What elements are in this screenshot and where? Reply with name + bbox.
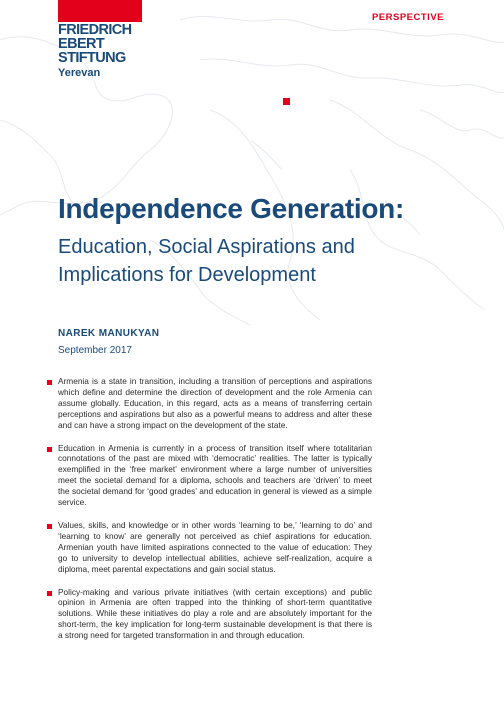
fes-logo [58, 0, 142, 79]
author-name: NAREK MANUKYAN [58, 328, 160, 339]
bullet-square-icon [47, 380, 52, 385]
document-type-badge: PERSPECTIVE [371, 12, 444, 23]
logo-city: Yerevan [58, 67, 101, 79]
summary-point-text: Policy-making and various private initiatives (with certain exceptions) and public opinion in Armenia are often trapped into the thinking of short-term quantitative solutions. While these initiatives do play a role and are absolutely important for the short-term, the key implication for long-term sustainable development is that there is a strong need for targeted transformation in and through education. [58, 586, 372, 641]
logo-wordmark [58, 23, 142, 65]
summary-point [42, 376, 372, 431]
summary-points-list [42, 376, 372, 653]
bullet-square-icon [47, 447, 52, 452]
summary-point-text: Values, skills, and knowledge or in other words ‘learning to be,’ ‘learning to do’ and ‘learning to know’ are generally not perceived as chief aspirations for education. Armenian youth have limited aspirations connected to the value of education: They go to university to develop intellectual abilities, achieve self-realization, acquire a diploma, meet parental expectations and gain social status. [58, 519, 372, 574]
red-square-marker [283, 98, 290, 105]
summary-point-text: Armenia is a state in transition, including a transition of perceptions and aspirations which define and determine the direction of development and the role Armenia can assume globally. Education, in this regard, acts as a means of transferring certain perceptions and aspirations but also as a powerful means to address and alter these and can have a strong impact on the development of the state. [58, 376, 372, 430]
bullet-square-icon [47, 524, 52, 529]
summary-point [42, 520, 372, 575]
logo-line-2: EBERT [58, 36, 105, 52]
bullet-square-icon [47, 591, 52, 596]
publication-date: September 2017 [58, 345, 132, 356]
logo-line-3: STIFTUNG [58, 50, 126, 66]
summary-point-text: Education in Armenia is currently in a process of transition itself where totalitarian connotations of the past are mixed with ‘democratic’ realities. The latter is typically exemplified in the ‘free market’ environment where a large number of universities meet the societal demand for a diploma, schools and teachers are ‘driven’ to meet the societal demand for ‘good grades’ and education in general is viewed as a simple service. [58, 442, 372, 508]
logo-line-1: FRIEDRICH [58, 22, 132, 38]
page-subtitle: Education, Social Aspirations and Implications for Development [58, 236, 355, 286]
page-title: Independence Generation: [58, 193, 404, 224]
summary-point [42, 587, 372, 642]
summary-point [42, 443, 372, 508]
logo-red-bar [58, 0, 142, 22]
